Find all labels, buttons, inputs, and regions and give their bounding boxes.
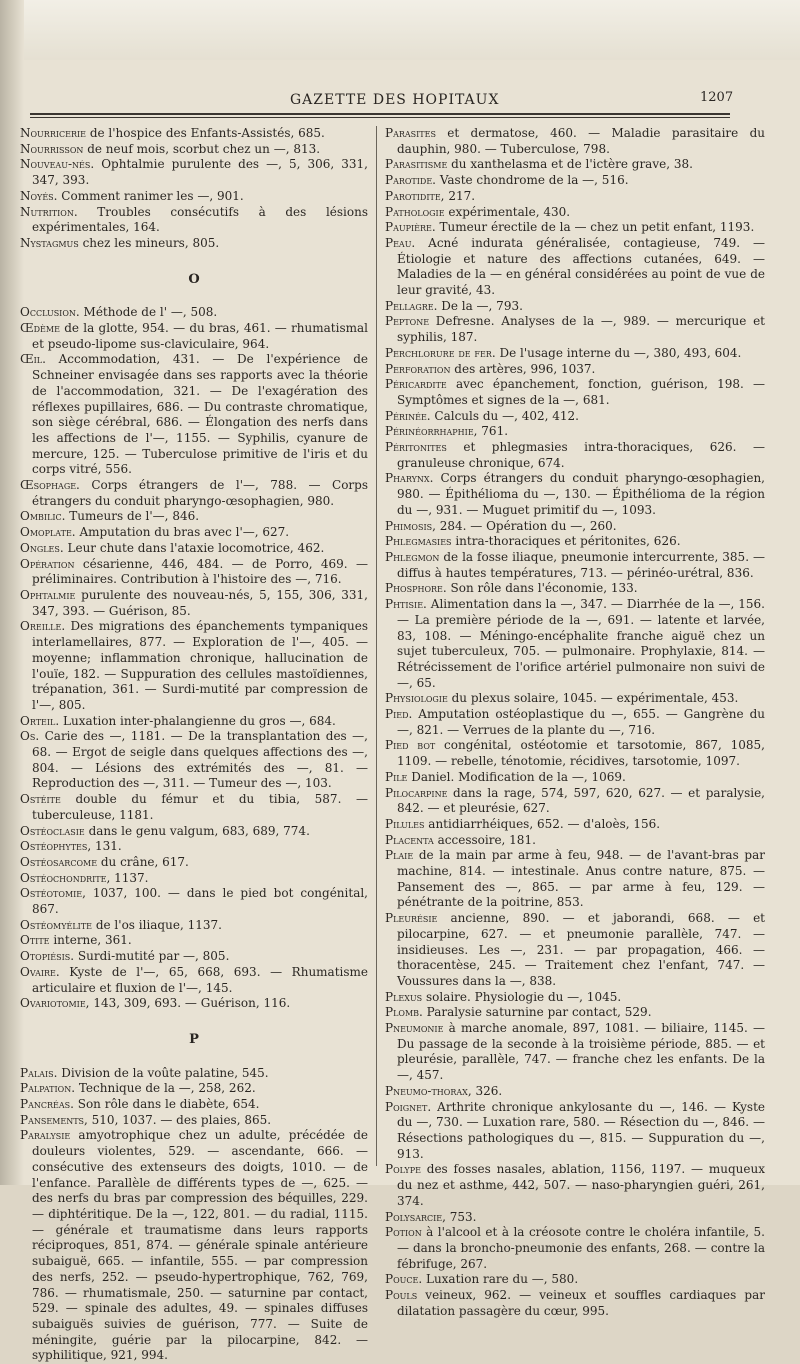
index-entry (385, 157, 765, 173)
entry-headword: Peau. (385, 235, 416, 250)
index-entry (385, 534, 765, 550)
entry-text: Vaste chondrome de la —, 516. (436, 173, 629, 188)
entry-headword: Placenta (385, 832, 434, 847)
entry-text: Kyste de l'—, 65, 668, 693. — Rhumatisme articulaire et fluxion de l'—, 145. (32, 964, 368, 995)
entry-headword: Pancréas. (20, 1097, 74, 1112)
index-entry (385, 1272, 765, 1288)
index-entry (385, 848, 765, 911)
entry-headword: Nouveau-nés. (20, 157, 95, 172)
entry-text: Corps étrangers de l'—, 788. — Corps étrangers du conduit pharyngo-œsophagien, 980. (32, 478, 368, 508)
index-entry (385, 346, 765, 362)
entry-text: interne, 361. (49, 933, 132, 948)
index-entry (20, 871, 368, 887)
page-top-margin (0, 0, 800, 60)
entry-text: ancienne, 890. — et jaborandi, 668. — et pilocarpine, 627. — et pneumonie parallèle, 747. — insidieuses. Les —, 231. — par propagation, 466. — thoracentèse, 245. — Traitement chez l'enfant, 747. — Voussures dans la —, 838. (397, 911, 765, 988)
entry-headword: Polysarcie, (385, 1209, 446, 1224)
index-entry (385, 1084, 765, 1100)
entry-headword: Peptone (385, 314, 430, 329)
entry-headword: Pharynx. (385, 471, 434, 486)
entry-text: 326. (471, 1083, 503, 1098)
entry-headword: Physiologie (385, 691, 448, 706)
entry-headword: Péricardite (385, 377, 447, 392)
entry-text: Comment ranimer les —, 901. (57, 188, 244, 203)
entry-text: Technique de la —, 258, 262. (75, 1081, 256, 1096)
entry-headword: Pouce. (385, 1272, 423, 1287)
index-entry (20, 142, 368, 158)
index-entry (385, 220, 765, 236)
entry-headword: Phtisie. (385, 597, 427, 612)
entry-headword: Ombilic. (20, 509, 66, 524)
column-divider (376, 126, 377, 1166)
index-entry (20, 996, 368, 1012)
entry-headword: Pneumo-thorax, (385, 1083, 472, 1098)
entry-text: à l'alcool et à la créosote contre le choléra infantile, 5. — dans la broncho-pneumonie des enfants, 268. — contre la fébrifuge, 267. (397, 1225, 765, 1271)
right-column (385, 126, 765, 1319)
entry-text: de l'hospice des Enfants-Assistés, 685. (86, 126, 325, 140)
entry-headword: Pouls (385, 1288, 418, 1303)
entry-text: Corps étrangers du conduit pharyngo-œsophagien, 980. — Épithélioma du —, 130. — Épithélioma de la région du —, 931. — Muguet primitif du —, 1093. (397, 471, 765, 517)
entry-headword: Parotidite, (385, 188, 445, 203)
index-entry (385, 126, 765, 157)
index-entry (20, 824, 368, 840)
index-entry (385, 738, 765, 769)
entry-headword: Ostéomyélite (20, 917, 93, 932)
entry-text: des artères, 996, 1037. (450, 361, 596, 376)
entry-text: Acné indurata généralisée, contagieuse, 749. — Étiologie et nature des affections cutanées, 649. — Maladies de la — en général considérées au point de vue de leur gravité, 43. (397, 235, 765, 298)
index-entry (385, 173, 765, 189)
entry-headword: Nutrition. (20, 204, 78, 219)
entry-headword: Ostéophytes, (20, 839, 92, 854)
entry-text: Méthode de l' —, 508. (79, 305, 218, 320)
entry-text: du plexus solaire, 1045. — expérimentale, 453. (447, 691, 739, 706)
entry-text: de la main par arme à feu, 948. — de l'avant-bras par machine, 814. — intestinale. Anus contre nature, 875. — Pansement des —, 865. — par arme à feu, 129. — pénétrante de la poitrine, 853. (397, 848, 765, 910)
index-entry (385, 424, 765, 440)
index-entry (385, 409, 765, 425)
entry-headword: Ovariotomie, (20, 996, 90, 1011)
entry-headword: Pilocarpine (385, 785, 448, 800)
entry-headword: Pneumonie (385, 1021, 444, 1036)
entry-text: 217. (444, 188, 476, 203)
entry-text: Son rôle dans l'économie, 133. (446, 581, 638, 596)
index-entry (385, 314, 765, 345)
entry-headword: Pied. (385, 707, 413, 722)
index-entry (20, 305, 368, 321)
index-entry (20, 509, 368, 525)
entry-text: purulente des nouveau-nés, 5, 155, 306, 331, 347, 393. — Guérison, 85. (32, 587, 368, 618)
entry-text: dans la rage, 574, 597, 620, 627. — et paralysie, 842. — et pleurésie, 627. (397, 785, 765, 816)
entry-headword: Paupière. (385, 220, 436, 235)
entry-text: accessoire, 181. (433, 832, 536, 847)
section-letter-o: O (188, 271, 200, 287)
entry-text: 1137. (110, 870, 149, 885)
index-entry (385, 377, 765, 408)
entry-headword: Plexus (385, 989, 423, 1004)
index-entry (20, 965, 368, 996)
entry-text: Son rôle dans le diabète, 654. (73, 1097, 260, 1112)
entry-headword: Ostéochondrite, (20, 870, 111, 885)
entry-text: Tumeur érectile de la — chez un petit enfant, 1193. (435, 220, 755, 235)
index-entry (385, 440, 765, 471)
entry-headword: Parasitisme (385, 157, 448, 172)
entry-text: De l'usage interne du —, 380, 493, 604. (495, 345, 742, 360)
index-entry (385, 1225, 765, 1272)
index-entry (20, 933, 368, 949)
entry-headword: Œdème (20, 321, 60, 336)
index-entry (385, 817, 765, 833)
page-number: 1207 (700, 90, 734, 105)
index-entry (385, 471, 765, 518)
index-entry (20, 236, 368, 252)
index-entry (385, 1005, 765, 1021)
entry-text: congénital, ostéotomie et tarsotomie, 867, 1085, 1109. — rebelle, ténotomie, récidives, tarsotomie, 1097. (397, 738, 765, 769)
index-entry (20, 557, 368, 588)
entry-text: antidiarrhéiques, 652. — d'aloès, 156. (424, 816, 661, 831)
journal-title: GAZETTE DES HOPITAUX (290, 92, 500, 108)
index-entry (20, 886, 368, 917)
entry-headword: Omoplate. (20, 525, 76, 540)
header-rule-thick (30, 113, 730, 115)
entry-text: expérimentale, 430. (444, 204, 571, 219)
entry-text: Ophtalmie purulente des —, 5, 306, 331, 347, 393. (32, 157, 368, 188)
index-entry (385, 205, 765, 221)
entry-text: dans le genu valgum, 683, 689, 774. (84, 823, 310, 838)
entry-headword: Poignet. (385, 1099, 432, 1114)
index-entry (385, 1162, 765, 1209)
entry-headword: Plaie (385, 848, 414, 863)
entry-headword: Nourricerie (20, 126, 86, 140)
entry-headword: Palais. (20, 1065, 58, 1080)
entry-text: césarienne, 446, 484. — de Porro, 469. — préliminaires. Contribution à l'histoire des —, 716. (32, 556, 368, 587)
entry-text: de l'os iliaque, 1137. (92, 917, 222, 932)
entry-text: veineux, 962. — veineux et souffles cardiaques par dilatation passagère du cœur, 995. (397, 1288, 765, 1318)
index-entry (20, 1081, 368, 1097)
index-entry (20, 792, 368, 823)
entry-text: double du fémur et du tibia, 587. — tuberculeuse, 1181. (32, 792, 368, 822)
entry-text: et dermatose, 460. — Maladie parasitaire du dauphin, 980. — Tuberculose, 798. (397, 126, 765, 156)
entry-text: solaire. Physiologie du —, 1045. (422, 989, 622, 1004)
entry-text: Amputation du bras avec l'—, 627. (75, 525, 290, 540)
entry-text: Surdi-mutité par —, 805. (74, 949, 230, 964)
index-entry (385, 299, 765, 315)
entry-text: Carie des —, 1181. — De la transplantation des —, 68. — Ergot de seigle dans quelques affections des —, 804. — Lésions des extrémités des —, 81. — Reproduction des —, 311. — Tumeur des —, 103. (32, 729, 368, 791)
entry-headword: Plomb. (385, 1005, 423, 1020)
index-entry (20, 619, 368, 713)
entry-headword: Parasites (385, 126, 436, 140)
index-entry (20, 189, 368, 205)
entry-text: De la —, 793. (437, 298, 523, 313)
entry-text: Alimentation dans la —, 347. — Diarrhée de la —, 156. — La première période de la —, 691. — latente et larvée, 83, 108. — Méningo-encéphalite franche aiguë chez un sujet tuberculeux, 705. — pulmonaire. Prophylaxie, 814. — Rétrécissement de l'orifice artériel pulmonaire non suivi de —, 65. (397, 597, 765, 690)
index-entry (20, 321, 368, 352)
entry-headword: Opération (20, 556, 75, 571)
entry-text: Arthrite chronique ankylosante du —, 146. — Kyste du —, 730. — Luxation rare, 580. — Résection du —, 846. — Résections pathologiques du —, 815. — Suppuration du —, 913. (397, 1099, 765, 1161)
entry-headword: Perforation (385, 361, 451, 376)
running-header (50, 86, 734, 112)
entry-text: 143, 309, 693. — Guérison, 116. (89, 996, 291, 1011)
index-entry (20, 949, 368, 965)
index-entry (385, 911, 765, 990)
header-rule-thin (30, 117, 730, 118)
section-letter-p: P (189, 1031, 199, 1047)
entry-text: Amputation ostéoplastique du —, 655. — Gangrène du —, 821. — Verrues de la plante du —, 716. (397, 707, 765, 737)
entry-headword: Ostéotomie, (20, 886, 86, 901)
index-entry (20, 126, 368, 142)
index-entry (385, 519, 765, 535)
entries-letter-p-continued (385, 126, 765, 1319)
entry-headword: Péritonites (385, 440, 447, 455)
index-entry (385, 691, 765, 707)
left-column (20, 126, 368, 1364)
entry-headword: Phosphore. (385, 581, 447, 596)
index-entry (385, 1021, 765, 1084)
entry-text: intra-thoraciques et péritonites, 626. (451, 534, 681, 549)
index-entry (20, 352, 368, 478)
entry-headword: Phlegmon (385, 549, 440, 564)
entry-headword: Périnée. (385, 408, 431, 423)
entry-headword: Paralysie (20, 1128, 71, 1143)
entry-headword: Nystagmus (20, 235, 79, 250)
entry-headword: Ongles. (20, 540, 64, 555)
entry-text: chez les mineurs, 805. (78, 235, 220, 250)
entry-text: du crâne, 617. (97, 854, 189, 869)
entry-text: 131. (91, 839, 122, 854)
entry-text: de la fosse iliaque, pneumonie intercurrente, 385. — diffus à hautes températures, 713. — périnéo-urétral, 836. (397, 549, 765, 580)
index-entry (20, 205, 368, 236)
index-entry (20, 1113, 368, 1129)
index-entry (20, 1066, 368, 1082)
index-entry (20, 714, 368, 730)
index-entry (20, 1097, 368, 1113)
entry-text: 1037, 100. — dans le pied bot congénital, 867. (32, 886, 368, 917)
entry-headword: Orteil. (20, 713, 60, 728)
entry-headword: Otopiésis. (20, 949, 75, 964)
index-entry (385, 1210, 765, 1226)
index-entry (385, 550, 765, 581)
entry-headword: Ostéosarcome (20, 854, 98, 869)
index-entry (385, 707, 765, 738)
entry-text: Division de la voûte palatine, 545. (57, 1065, 269, 1080)
entry-text: à marche anomale, 897, 1081. — biliaire, 1145. — Du passage de la seconde à la troisième période, 885. — et pleurésie, parallèle, 747. — franche chez les enfants. De la —, 457. (397, 1021, 765, 1083)
index-entry (385, 770, 765, 786)
entry-text: de la glotte, 954. — du bras, 461. — rhumatismal et pseudo-lipome sus-claviculaire, 964. (32, 321, 368, 351)
entry-text: Des migrations des épanchements tympaniques interlamellaires, 877. — Exploration de l'—, 405. — moyenne; inflammation chronique, hallucination de l'ouïe, 182. — Suppuration des cellules mastoïdiennes, trépanation, 361. — Surdi-mutité par compression de l'—, 805. (32, 619, 368, 712)
entry-headword: Palpation. (20, 1081, 76, 1096)
entries-letter-o (20, 305, 368, 1012)
index-entry (20, 588, 368, 619)
index-entry (20, 157, 368, 188)
index-entry (20, 855, 368, 871)
index-entry (385, 990, 765, 1006)
entry-headword: Ovaire. (20, 964, 60, 979)
entry-headword: Pathologie (385, 204, 445, 219)
entry-headword: Ostéoclasie (20, 823, 85, 838)
entry-text: Paralysie saturnine par contact, 529. (422, 1005, 652, 1020)
index-entry (20, 525, 368, 541)
entry-text: Defresne. Analyses de la —, 989. — mercurique et syphilis, 187. (397, 314, 765, 345)
index-entry (385, 597, 765, 691)
index-entry (385, 833, 765, 849)
index-entry (20, 478, 368, 509)
entry-text: Tumeurs de l'—, 846. (65, 509, 200, 524)
entry-text: et phlegmasies intra-thoraciques, 626. — granuleuse chronique, 674. (397, 440, 765, 470)
entry-headword: Polype (385, 1162, 421, 1177)
index-entry (385, 362, 765, 378)
entry-headword: Ostéite (20, 792, 61, 807)
index-entry (385, 786, 765, 817)
entry-headword: Potion (385, 1225, 422, 1240)
entry-text: avec épanchement, fonction, guérison, 198. — Symptômes et signes de la —, 681. (397, 377, 765, 407)
entry-headword: Phlegmasies (385, 534, 452, 549)
index-entry (385, 189, 765, 205)
entry-headword: Phimosis, (385, 518, 436, 533)
entry-text: des fosses nasales, ablation, 1156, 1197. — muqueux du nez et asthme, 442, 507. — naso-pharyngien guéri, 261, 374. (397, 1162, 765, 1208)
entry-text: 753. (445, 1209, 477, 1224)
index-entry (20, 918, 368, 934)
index-entry (20, 1128, 368, 1364)
entry-headword: Pied bot (385, 738, 436, 753)
entry-text: Daniel. Modification de la —, 1069. (407, 769, 626, 784)
index-entry (385, 236, 765, 299)
entries-letter-n (20, 126, 368, 252)
entry-headword: Os. (20, 729, 40, 744)
entry-text: amyotrophique chez un adulte, précédée de douleurs violentes, 529. — ascendante, 666. — consécutive des extenseurs des doigts, 1010. — de l'enfance. Parallèle de différents types de —, 625. — des nerfs du bras par compression des béquilles, 229. — diphtéritique. De la —, 122, 801. — du radial, 1115. — générale et traumatisme dans leurs rapports réciproques, 851, 874. — générale spinale antérieure subaiguë, 665. — infantile, 555. — par compression des nerfs, 252. — pseudo-hypertrophique, 762, 769, 786. — rhumatismale, 250. — saturnine par contact, 529. — spinale des adultes, 49. — spinales diffuses subaiguës suivies de guérison, 777. — Suite de méningite, guérie par la pilocarpine, 842. — syphilitique, 921, 994. (32, 1128, 368, 1363)
entry-text: Luxation inter-phalangienne du gros —, 684. (59, 713, 336, 728)
entry-headword: Œil. (20, 352, 46, 367)
entry-headword: Œsophage. (20, 478, 80, 493)
entry-headword: Pleurésie (385, 911, 438, 926)
entry-text: Luxation rare du —, 580. (422, 1272, 579, 1287)
entry-text: Calculs du —, 402, 412. (430, 408, 579, 423)
entries-letter-p (20, 1066, 368, 1364)
entry-headword: Pansements, (20, 1112, 88, 1127)
entry-text: 284. — Opération du —, 260. (435, 518, 617, 533)
index-entry (20, 839, 368, 855)
entry-headword: Otite (20, 933, 50, 948)
entry-text: du xanthelasma et de l'ictère grave, 38. (447, 157, 693, 172)
entry-text: Accommodation, 431. — De l'expérience de Schneiner envisagée dans ses rapports avec la théorie de l'accommodation, 321. — De l'exagération des réflexes pupillaires, 686. — Du contraste chromatique, son siège cérébral, 686. — Élongation des nerfs dans les affections de l'—, 1155. — Syphilis, cyanure de mercure, 125. — Tuberculose primitive de l'iris et du corps vitré, 556. (32, 352, 368, 477)
entry-headword: Noyés. (20, 188, 58, 203)
entry-text: Leur chute dans l'ataxie locomotrice, 462. (63, 540, 325, 555)
index-entry (385, 581, 765, 597)
entry-text: de neuf mois, scorbut chez un —, 813. (83, 141, 321, 156)
entry-text: 510, 1037. — des plaies, 865. (87, 1112, 272, 1127)
entry-headword: Nourrisson (20, 141, 84, 156)
entry-headword: Occlusion. (20, 305, 80, 320)
index-entry (385, 1100, 765, 1163)
entry-headword: Parotide. (385, 173, 436, 188)
entry-text: 761. (477, 424, 509, 439)
entry-headword: Pilules (385, 816, 425, 831)
entry-headword: Perchlorure de fer. (385, 345, 496, 360)
entry-headword: Pellagre. (385, 298, 438, 313)
entry-headword: Pile (385, 769, 408, 784)
index-entry (20, 729, 368, 792)
entry-text: Troubles consécutifs à des lésions expérimentales, 164. (32, 204, 368, 235)
entry-headword: Périnéorrhaphie, (385, 424, 478, 439)
entry-headword: Oreille. (20, 619, 66, 634)
index-entry (385, 1288, 765, 1319)
index-entry (20, 541, 368, 557)
entry-headword: Ophtalmie (20, 587, 76, 602)
